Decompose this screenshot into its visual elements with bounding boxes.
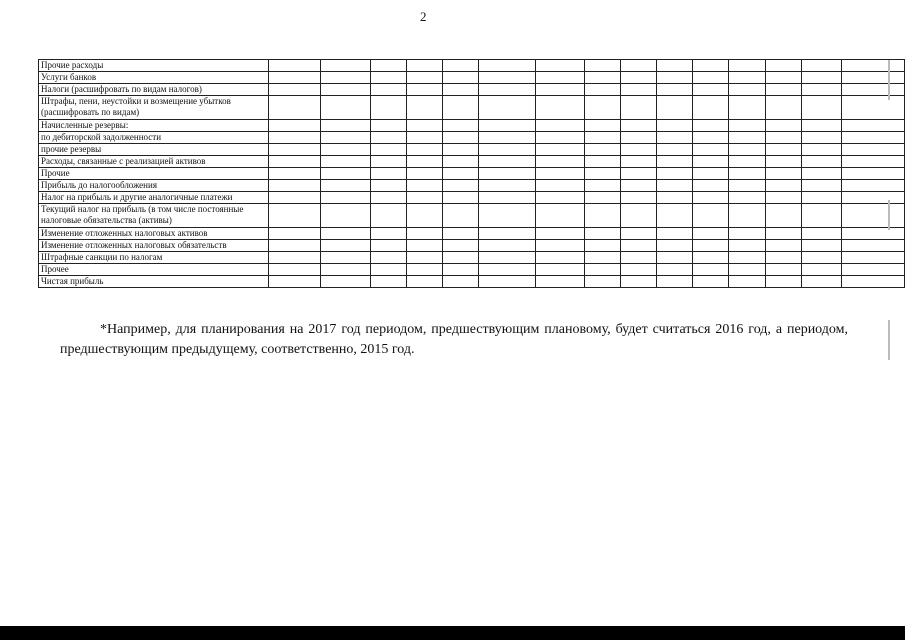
value-cell [370, 168, 406, 180]
value-cell [621, 72, 657, 84]
value-cell [478, 264, 535, 276]
value-cell [841, 132, 905, 144]
value-cell [765, 132, 801, 144]
value-cell [729, 96, 765, 120]
value-cell [406, 84, 442, 96]
table-row [39, 228, 905, 240]
value-cell [765, 180, 801, 192]
value-cell [693, 96, 729, 120]
value-cell [729, 180, 765, 192]
value-cell [585, 96, 621, 120]
value-cell [801, 144, 841, 156]
value-cell [535, 228, 584, 240]
table-row [39, 192, 905, 204]
value-cell [321, 240, 370, 252]
value-cell [841, 252, 905, 264]
value-cell [478, 120, 535, 132]
row-label: прочие резервы [39, 144, 269, 156]
value-cell [621, 96, 657, 120]
row-label: Прочие [39, 168, 269, 180]
value-cell [729, 240, 765, 252]
value-cell [765, 252, 801, 264]
value-cell [801, 276, 841, 288]
value-cell [693, 252, 729, 264]
value-cell [657, 132, 693, 144]
financial-plan-table [38, 59, 905, 288]
value-cell [657, 180, 693, 192]
value-cell [478, 60, 535, 72]
value-cell [801, 240, 841, 252]
value-cell [621, 192, 657, 204]
value-cell [657, 204, 693, 228]
value-cell [765, 168, 801, 180]
value-cell [269, 192, 321, 204]
value-cell [841, 240, 905, 252]
value-cell [321, 156, 370, 168]
value-cell [442, 96, 478, 120]
value-cell [269, 96, 321, 120]
value-cell [535, 120, 584, 132]
value-cell [693, 228, 729, 240]
value-cell [321, 132, 370, 144]
value-cell [765, 264, 801, 276]
value-cell [693, 120, 729, 132]
value-cell [478, 204, 535, 228]
value-cell [370, 120, 406, 132]
table-row [39, 96, 905, 120]
value-cell [657, 240, 693, 252]
value-cell [657, 252, 693, 264]
value-cell [269, 264, 321, 276]
value-cell [841, 276, 905, 288]
value-cell [406, 228, 442, 240]
value-cell [841, 144, 905, 156]
table-row [39, 180, 905, 192]
value-cell [585, 144, 621, 156]
row-label: Прочие расходы [39, 60, 269, 72]
value-cell [841, 264, 905, 276]
scan-edge-mark [888, 320, 890, 360]
value-cell [765, 192, 801, 204]
value-cell [442, 120, 478, 132]
value-cell [535, 204, 584, 228]
value-cell [693, 264, 729, 276]
value-cell [801, 120, 841, 132]
value-cell [729, 144, 765, 156]
value-cell [370, 60, 406, 72]
value-cell [585, 276, 621, 288]
table-row [39, 264, 905, 276]
value-cell [657, 72, 693, 84]
table-row [39, 240, 905, 252]
value-cell [693, 192, 729, 204]
value-cell [621, 276, 657, 288]
value-cell [478, 240, 535, 252]
table-row [39, 72, 905, 84]
value-cell [841, 204, 905, 228]
value-cell [585, 180, 621, 192]
value-cell [321, 84, 370, 96]
value-cell [406, 264, 442, 276]
value-cell [478, 168, 535, 180]
value-cell [406, 156, 442, 168]
value-cell [269, 84, 321, 96]
row-label: Расходы, связанные с реализацией активов [39, 156, 269, 168]
value-cell [478, 252, 535, 264]
row-label: Услуги банков [39, 72, 269, 84]
value-cell [535, 192, 584, 204]
value-cell [442, 72, 478, 84]
value-cell [478, 276, 535, 288]
value-cell [406, 252, 442, 264]
value-cell [693, 132, 729, 144]
value-cell [321, 228, 370, 240]
value-cell [621, 156, 657, 168]
value-cell [406, 276, 442, 288]
value-cell [729, 264, 765, 276]
value-cell [801, 84, 841, 96]
value-cell [535, 96, 584, 120]
value-cell [621, 132, 657, 144]
row-label: Налог на прибыль и другие аналогичные платежи [39, 192, 269, 204]
value-cell [841, 180, 905, 192]
value-cell [657, 168, 693, 180]
value-cell [442, 144, 478, 156]
value-cell [621, 252, 657, 264]
value-cell [406, 132, 442, 144]
value-cell [585, 228, 621, 240]
value-cell [801, 132, 841, 144]
value-cell [693, 168, 729, 180]
value-cell [657, 192, 693, 204]
value-cell [321, 252, 370, 264]
value-cell [621, 228, 657, 240]
row-label: по дебиторской задолженности [39, 132, 269, 144]
row-label: Штрафные санкции по налогам [39, 252, 269, 264]
value-cell [729, 156, 765, 168]
table-row [39, 156, 905, 168]
value-cell [621, 264, 657, 276]
table-row [39, 144, 905, 156]
value-cell [321, 72, 370, 84]
value-cell [729, 168, 765, 180]
value-cell [442, 132, 478, 144]
value-cell [370, 240, 406, 252]
value-cell [321, 60, 370, 72]
value-cell [406, 144, 442, 156]
table-row [39, 204, 905, 228]
value-cell [370, 180, 406, 192]
scan-bottom-edge [0, 626, 905, 640]
value-cell [370, 72, 406, 84]
value-cell [621, 120, 657, 132]
value-cell [321, 144, 370, 156]
table-row [39, 168, 905, 180]
row-label: Чистая прибыль [39, 276, 269, 288]
value-cell [621, 240, 657, 252]
row-label: Начисленные резервы: [39, 120, 269, 132]
value-cell [535, 252, 584, 264]
value-cell [535, 264, 584, 276]
value-cell [535, 60, 584, 72]
value-cell [585, 204, 621, 228]
value-cell [621, 204, 657, 228]
value-cell [657, 264, 693, 276]
value-cell [442, 240, 478, 252]
row-label: Текущий налог на прибыль (в том числе постоянные налоговые обязательства (активы) [39, 204, 269, 228]
value-cell [765, 84, 801, 96]
value-cell [370, 204, 406, 228]
value-cell [406, 120, 442, 132]
value-cell [269, 228, 321, 240]
value-cell [621, 168, 657, 180]
value-cell [442, 180, 478, 192]
value-cell [693, 72, 729, 84]
value-cell [321, 204, 370, 228]
value-cell [269, 276, 321, 288]
row-label: Налоги (расшифровать по видам налогов) [39, 84, 269, 96]
value-cell [535, 132, 584, 144]
value-cell [269, 72, 321, 84]
table-row [39, 132, 905, 144]
value-cell [841, 156, 905, 168]
value-cell [801, 204, 841, 228]
value-cell [657, 120, 693, 132]
value-cell [406, 60, 442, 72]
value-cell [442, 60, 478, 72]
value-cell [801, 252, 841, 264]
value-cell [585, 60, 621, 72]
value-cell [729, 84, 765, 96]
scan-edge-mark [888, 200, 890, 230]
value-cell [370, 144, 406, 156]
value-cell [693, 180, 729, 192]
table-row [39, 276, 905, 288]
value-cell [657, 84, 693, 96]
value-cell [478, 72, 535, 84]
value-cell [841, 192, 905, 204]
value-cell [729, 276, 765, 288]
value-cell [269, 252, 321, 264]
value-cell [269, 132, 321, 144]
value-cell [321, 96, 370, 120]
row-label: Изменение отложенных налоговых активов [39, 228, 269, 240]
value-cell [585, 156, 621, 168]
value-cell [693, 204, 729, 228]
value-cell [693, 156, 729, 168]
value-cell [765, 96, 801, 120]
value-cell [442, 84, 478, 96]
scan-edge-mark [888, 60, 890, 100]
value-cell [406, 72, 442, 84]
value-cell [585, 240, 621, 252]
value-cell [535, 84, 584, 96]
value-cell [841, 72, 905, 84]
value-cell [370, 96, 406, 120]
value-cell [729, 132, 765, 144]
value-cell [765, 228, 801, 240]
value-cell [535, 240, 584, 252]
value-cell [841, 120, 905, 132]
row-label: Прибыль до налогообложения [39, 180, 269, 192]
value-cell [729, 192, 765, 204]
value-cell [585, 72, 621, 84]
footnote: *Например, для планирования на 2017 год периодом, предшествующим плановому, будет считаться 2016 год, а периодом, предшествующим предыдущему, соответственно, 2015 год. [60, 322, 848, 357]
value-cell [657, 144, 693, 156]
table-row [39, 252, 905, 264]
value-cell [585, 264, 621, 276]
value-cell [321, 180, 370, 192]
value-cell [765, 72, 801, 84]
value-cell [801, 60, 841, 72]
value-cell [370, 84, 406, 96]
row-label: Прочее [39, 264, 269, 276]
value-cell [321, 192, 370, 204]
value-cell [442, 264, 478, 276]
value-cell [370, 276, 406, 288]
value-cell [406, 96, 442, 120]
value-cell [269, 120, 321, 132]
value-cell [585, 132, 621, 144]
value-cell [478, 96, 535, 120]
value-cell [406, 180, 442, 192]
value-cell [585, 252, 621, 264]
value-cell [370, 132, 406, 144]
value-cell [657, 228, 693, 240]
value-cell [269, 240, 321, 252]
value-cell [801, 156, 841, 168]
value-cell [478, 144, 535, 156]
value-cell [801, 180, 841, 192]
value-cell [729, 60, 765, 72]
value-cell [478, 84, 535, 96]
value-cell [442, 276, 478, 288]
value-cell [535, 168, 584, 180]
value-cell [535, 276, 584, 288]
value-cell [406, 192, 442, 204]
value-cell [442, 168, 478, 180]
value-cell [269, 60, 321, 72]
value-cell [478, 132, 535, 144]
value-cell [269, 144, 321, 156]
value-cell [765, 276, 801, 288]
value-cell [406, 240, 442, 252]
row-label: Штрафы, пени, неустойки и возмещение убытков (расшифровать по видам) [39, 96, 269, 120]
value-cell [370, 264, 406, 276]
value-cell [585, 84, 621, 96]
value-cell [801, 192, 841, 204]
value-cell [621, 84, 657, 96]
value-cell [801, 228, 841, 240]
value-cell [693, 84, 729, 96]
value-cell [269, 180, 321, 192]
value-cell [321, 120, 370, 132]
row-label: Изменение отложенных налоговых обязательств [39, 240, 269, 252]
value-cell [370, 192, 406, 204]
value-cell [269, 204, 321, 228]
value-cell [841, 60, 905, 72]
value-cell [801, 264, 841, 276]
table-row [39, 60, 905, 72]
value-cell [535, 72, 584, 84]
value-cell [801, 168, 841, 180]
value-cell [621, 60, 657, 72]
value-cell [478, 192, 535, 204]
value-cell [801, 96, 841, 120]
value-cell [729, 120, 765, 132]
value-cell [765, 60, 801, 72]
page-number: 2 [420, 9, 427, 24]
value-cell [442, 156, 478, 168]
value-cell [406, 168, 442, 180]
value-cell [693, 276, 729, 288]
value-cell [765, 144, 801, 156]
value-cell [693, 240, 729, 252]
value-cell [841, 168, 905, 180]
value-cell [729, 252, 765, 264]
value-cell [729, 72, 765, 84]
value-cell [585, 168, 621, 180]
value-cell [585, 192, 621, 204]
value-cell [765, 204, 801, 228]
value-cell [478, 156, 535, 168]
value-cell [442, 228, 478, 240]
value-cell [442, 252, 478, 264]
table-row [39, 120, 905, 132]
value-cell [535, 180, 584, 192]
value-cell [621, 144, 657, 156]
value-cell [729, 204, 765, 228]
value-cell [442, 204, 478, 228]
value-cell [801, 72, 841, 84]
value-cell [765, 120, 801, 132]
value-cell [321, 264, 370, 276]
value-cell [841, 96, 905, 120]
value-cell [841, 84, 905, 96]
value-cell [321, 276, 370, 288]
table-row [39, 84, 905, 96]
value-cell [406, 204, 442, 228]
value-cell [841, 228, 905, 240]
value-cell [657, 96, 693, 120]
value-cell [442, 192, 478, 204]
value-cell [693, 60, 729, 72]
value-cell [729, 228, 765, 240]
value-cell [585, 120, 621, 132]
value-cell [370, 228, 406, 240]
value-cell [657, 276, 693, 288]
value-cell [765, 156, 801, 168]
value-cell [370, 156, 406, 168]
value-cell [657, 156, 693, 168]
value-cell [269, 168, 321, 180]
value-cell [535, 144, 584, 156]
value-cell [321, 168, 370, 180]
value-cell [269, 156, 321, 168]
value-cell [535, 156, 584, 168]
value-cell [478, 180, 535, 192]
value-cell [621, 180, 657, 192]
value-cell [370, 252, 406, 264]
value-cell [693, 144, 729, 156]
value-cell [765, 240, 801, 252]
value-cell [478, 228, 535, 240]
value-cell [657, 60, 693, 72]
